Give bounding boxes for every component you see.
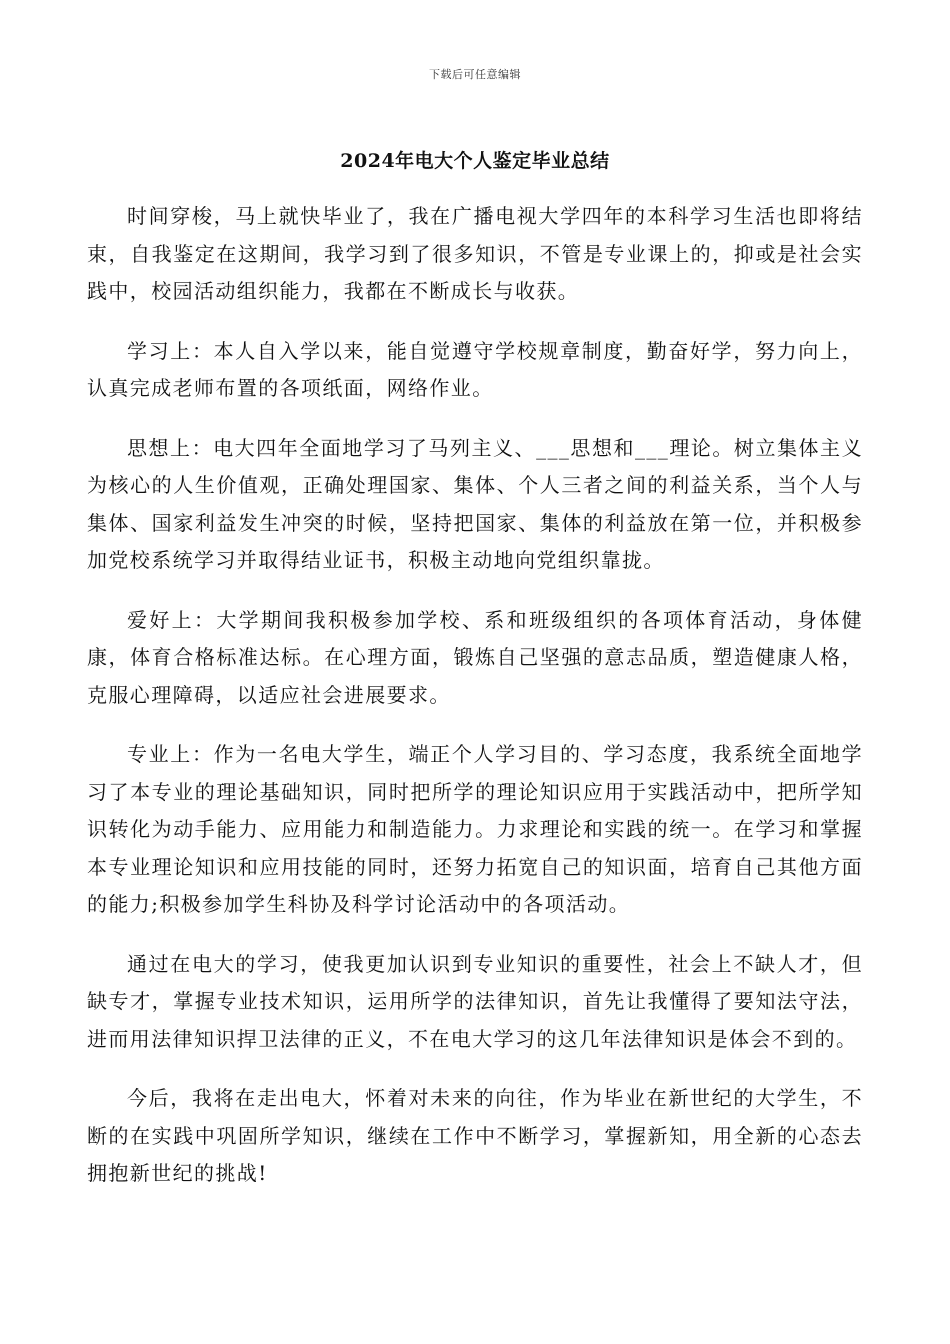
paragraph-reflection: 通过在电大的学习，使我更加认识到专业知识的重要性，社会上不缺人才，但缺专才，掌握专业技术知识，运用所学的法律知识，首先让我懂得了要知法守法，进而用法律知识捍卫法律的正义，不在电大学习的这几年法律知识是体会不到的。 bbox=[87, 951, 863, 1051]
page-header-note: 下载后可任意编辑 bbox=[429, 68, 521, 81]
document-title: 2024年电大个人鉴定毕业总结 bbox=[340, 150, 610, 172]
paragraph-ideology: 思想上：电大四年全面地学习了马列主义、___思想和___理论。树立集体主义为核心的人生价值观，正确处理国家、集体、个人三者之间的利益关系，当个人与集体、国家利益发生冲突的时候，坚持把国家、集体的利益放在第一位，并积极参加党校系统学习并取得结业证书，积极主动地向党组织靠拢。 bbox=[87, 435, 863, 572]
paragraph-major: 专业上：作为一名电大学生，端正个人学习目的、学习态度，我系统全面地学习了本专业的理论基础知识，同时把所学的理论知识应用于实践活动中，把所学知识转化为动手能力、应用能力和制造能力。力求理论和实践的统一。在学习和掌握本专业理论知识和应用技能的同时，还努力拓宽自己的知识面，培育自己其他方面的能力;积极参加学生科协及科学讨论活动中的各项活动。 bbox=[87, 742, 863, 916]
paragraph-future: 今后，我将在走出电大，怀着对未来的向往，作为毕业在新世纪的大学生，不断的在实践中巩固所学知识，继续在工作中不断学习，掌握新知，用全新的心态去拥抱新世纪的挑战! bbox=[87, 1086, 863, 1185]
paragraph-study: 学习上：本人自入学以来，能自觉遵守学校规章制度，勤奋好学，努力向上，认真完成老师布置的各项纸面，网络作业。 bbox=[87, 338, 863, 400]
paragraph-intro: 时间穿梭，马上就快毕业了，我在广播电视大学四年的本科学习生活也即将结束，自我鉴定在这期间，我学习到了很多知识，不管是专业课上的，抑或是社会实践中，校园活动组织能力，我都在不断成长与收获。 bbox=[87, 204, 863, 303]
document-body bbox=[87, 198, 863, 1215]
paragraph-hobbies: 爱好上：大学期间我积极参加学校、系和班级组织的各项体育活动，身体健康，体育合格标准达标。在心理方面，锻炼自己坚强的意志品质，塑造健康人格，克服心理障碍，以适应社会进展要求。 bbox=[87, 607, 863, 707]
